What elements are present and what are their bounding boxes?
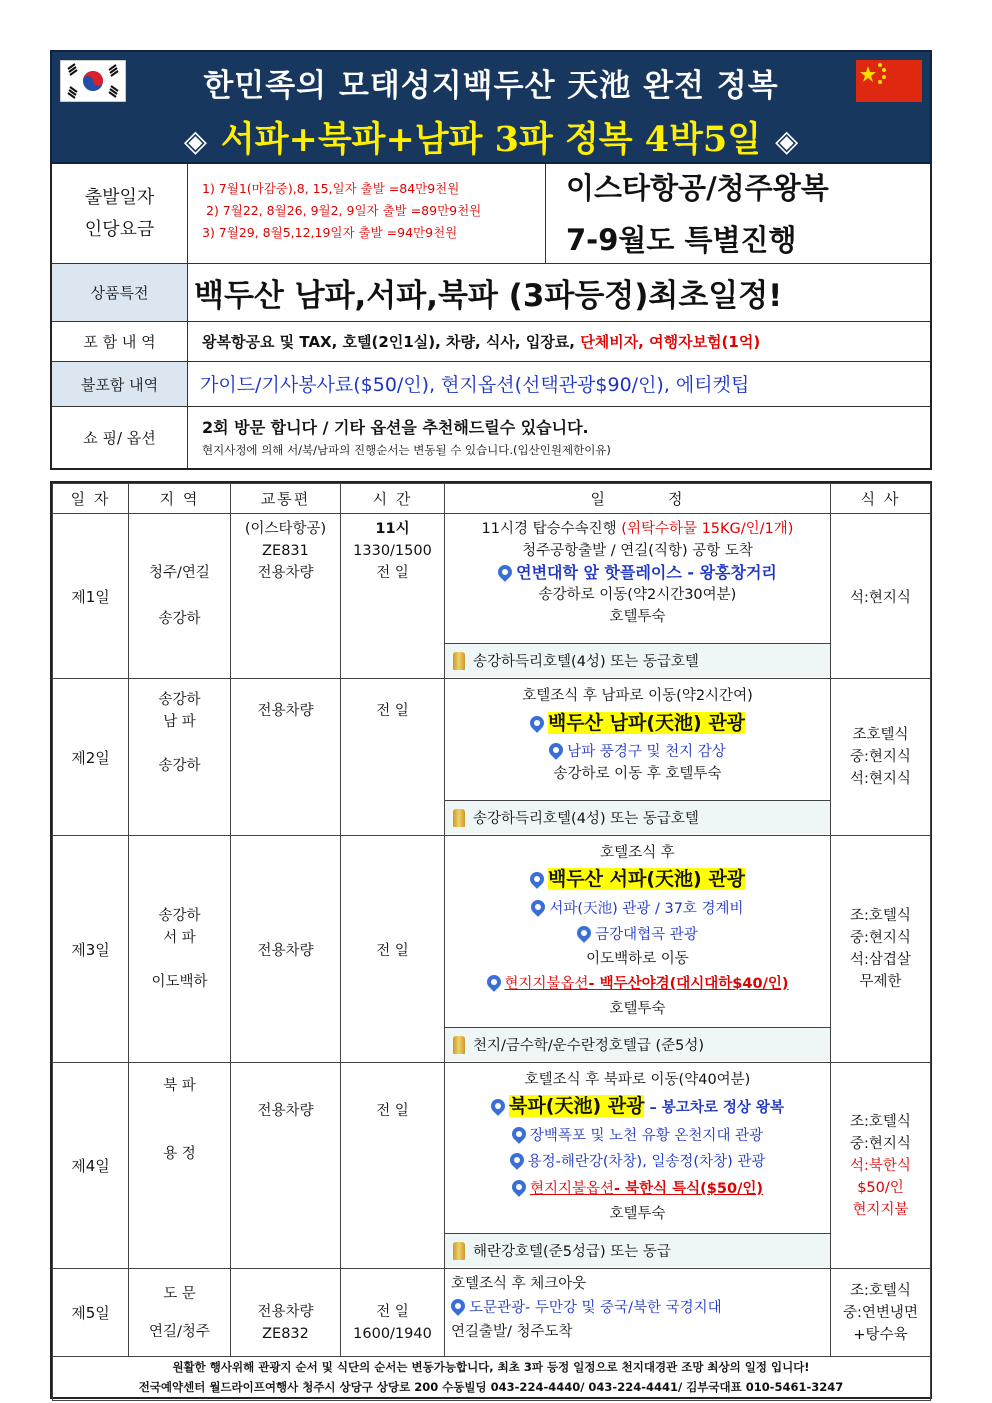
page-title: 한민족의 모태성지백두산 天池 완전 정복 [203, 68, 779, 104]
location-pin-icon [527, 869, 547, 889]
meal-cell: 조:호텔식 중:연변냉면 +탕수육 [831, 1269, 931, 1357]
time-cell: 전 일 [341, 679, 445, 836]
schedule-cell: 11시경 탑승수속진행 (위탁수하물 15KG/인/1개) 청주공항출발 / 연길(직항) 공항 도착 연변대학 앞 핫플레이스 - 왕홍창거리 송강하로 이동(약2시간30여분) 호텔투숙 송강하득리호텔(4성) 또는 동급호텔 [445, 514, 831, 679]
features-text: 백두산 남파,서파,북파 (3파등정)최초일정! [194, 278, 783, 314]
special-text: 7-9월도 특별진행 [566, 223, 797, 257]
location-pin-icon [509, 1124, 529, 1144]
meal-cell: 조호텔식 중:현지식 석:현지식 [831, 679, 931, 836]
table-row [53, 1269, 931, 1357]
table-row [53, 836, 931, 1063]
footer-line: 전국예약센터 월드라이프여행사 청주시 상당구 상당로 200 수동빌딩 043-224-4440/ 043-224-4441/ 김부국대표 010-5461-3247 [138, 1380, 844, 1394]
location-pin-icon [509, 1177, 529, 1197]
diamond-icon: ◈ [183, 124, 207, 159]
time-cell: 전 일 1600/1940 [341, 1269, 445, 1357]
departure-row [52, 164, 930, 264]
location-pin-icon [529, 897, 549, 917]
day-cell: 제5일 [53, 1269, 129, 1357]
location-pin-icon [546, 740, 566, 760]
shopping-note: 현지사정에 의해 서/북/남파의 진행순서는 변동될 수 있습니다.(입산인원제한이유) [202, 443, 611, 457]
day-cell: 제2일 [53, 679, 129, 836]
transport-cell: 전용차량 [231, 1063, 341, 1269]
excluded-row [52, 362, 930, 407]
title-banner [50, 50, 932, 164]
column-header: 일 자 [53, 484, 129, 514]
location-pin-icon [574, 923, 594, 943]
included-text: 왕복항공요 및 TAX, 호텔(2인1실), 차량, 식사, 입장료, 단체비자, 여행자보험(1억) [202, 333, 761, 351]
footer-line: 원활한 행사위해 관광지 순서 및 식단의 순서는 변동가능합니다, 최초 3파 등정 일정으로 천지대경관 조망 최상의 일정 입니다! [172, 1360, 810, 1374]
column-header: 식 사 [831, 484, 931, 514]
schedule-cell: 호텔조식 후 백두산 서파(天池) 관광 서파(天池) 관광 / 37호 경계비 금강대협곡 관광 이도백하로 이동 현지지불옵션- 백두산야경(대시대하$40/인) 호텔투숙 천지/금수학/운수란정호텔급 (준5성) [445, 836, 831, 1063]
table-row [53, 679, 931, 836]
day-cell: 제1일 [53, 514, 129, 679]
region-cell: 송강하 남 파 송강하 [129, 679, 231, 836]
column-header: 교통편 [231, 484, 341, 514]
table-row [53, 1063, 931, 1269]
schedule-cell: 호텔조식 후 체크아웃 도문관광- 두만강 및 중국/북한 국경지대 연길출발/ 청주도착 [445, 1269, 831, 1357]
location-pin-icon [527, 713, 547, 733]
time-cell: 전 일 [341, 836, 445, 1063]
itinerary-table [50, 481, 932, 1399]
region-cell: 청주/연길 송강하 [129, 514, 231, 679]
column-header: 지 역 [129, 484, 231, 514]
region-cell: 송강하 서 파 이도백하 [129, 836, 231, 1063]
day-cell: 제3일 [53, 836, 129, 1063]
china-flag-icon [856, 60, 922, 102]
diamond-icon: ◈ [775, 124, 799, 159]
features-label: 상품특전 [52, 264, 188, 321]
transport-cell: (이스타항공) ZE831 전용차량 [231, 514, 341, 679]
features-row [52, 264, 930, 322]
schedule-cell: 호텔조식 후 북파로 이동(약40여분) 북파(天池) 관광 – 봉고차로 정상 왕복 장백폭포 및 노천 유황 온천지대 관광 용정-해란강(차창), 일송정(차창) 관광 현지지불옵션- 북한식 특식($50/인) 호텔투숙 해란강호텔(준5성급) 또는 동급 [445, 1063, 831, 1269]
shopping-row [52, 407, 930, 468]
tour-info-table [50, 164, 932, 470]
hotel-icon [453, 652, 465, 670]
departure-dates [202, 178, 481, 244]
meal-cell: 조:호텔식 중:현지식 석:북한식 $50/인 현지지불 [831, 1063, 931, 1269]
shopping-label: 쇼 핑/ 옵션 [52, 407, 188, 468]
location-pin-icon [484, 972, 504, 992]
excluded-label: 불포함 내역 [52, 362, 188, 406]
day-cell: 제4일 [53, 1063, 129, 1269]
hotel-row: 천지/금수학/운수란정호텔급 (준5성) [445, 1027, 830, 1061]
hotel-row: 송강하득리호텔(4성) 또는 동급호텔 [445, 643, 830, 677]
departure-label: 출발일자 인당요금 [52, 164, 188, 263]
schedule-cell: 호텔조식 후 남파로 이동(약2시간여) 백두산 남파(天池) 관광 남파 풍경구 및 천지 감상 송강하로 이동 후 호텔투숙 송강하득리호텔(4성) 또는 동급호텔 [445, 679, 831, 836]
included-label: 포 함 내 역 [52, 322, 188, 361]
date-line: 3) 7월29, 8월5,12,19일자 출발 =94만9천원 [202, 225, 458, 240]
included-row [52, 322, 930, 362]
hotel-icon [453, 1242, 465, 1260]
location-pin-icon [488, 1096, 508, 1116]
transport-cell: 전용차량 [231, 836, 341, 1063]
table-row [53, 514, 931, 679]
table-header-row [53, 484, 931, 514]
footer-note [52, 1357, 930, 1397]
transport-cell: 전용차량 [231, 679, 341, 836]
meal-cell: 석:현지식 [831, 514, 931, 679]
location-pin-icon [495, 562, 515, 582]
column-header: 시 간 [341, 484, 445, 514]
hotel-icon [453, 809, 465, 827]
page-subtitle [52, 112, 930, 162]
transport-cell: 전용차량 ZE832 [231, 1269, 341, 1357]
time-cell: 전 일 [341, 1063, 445, 1269]
hotel-row: 송강하득리호텔(4성) 또는 동급호텔 [445, 800, 830, 834]
subtitle-text: 서파+북파+남파 3파 정복 4박5일 [220, 119, 762, 160]
date-line: 1) 7월1(마감중),8, 15,일자 출발 =84만9천원 [202, 181, 460, 196]
hotel-icon [453, 1036, 465, 1054]
date-line: 2) 7월22, 8월26, 9월2, 9일자 출발 =89만9천원 [206, 203, 482, 218]
excluded-text: 가이드/기사봉사료($50/인), 현지옵션(선택관광$90/인), 에티켓팁 [200, 374, 750, 396]
region-cell: 도 문 연길/청주 [129, 1269, 231, 1357]
column-header: 일 정 [445, 484, 831, 514]
location-pin-icon [507, 1150, 527, 1170]
hotel-row: 해란강호텔(준5성급) 또는 동급 [445, 1233, 830, 1267]
location-pin-icon [448, 1296, 468, 1316]
region-cell: 북 파 용 정 [129, 1063, 231, 1269]
time-cell: 11시 1330/1500 전 일 [341, 514, 445, 679]
airline-text: 이스타항공/청주왕복 [566, 171, 829, 205]
meal-cell: 조:호텔식 중:현지식 석:삼겹살 무제한 [831, 836, 931, 1063]
shopping-text: 2회 방문 합니다 / 기타 옵션을 추천해드릴수 있습니다. [202, 418, 589, 437]
